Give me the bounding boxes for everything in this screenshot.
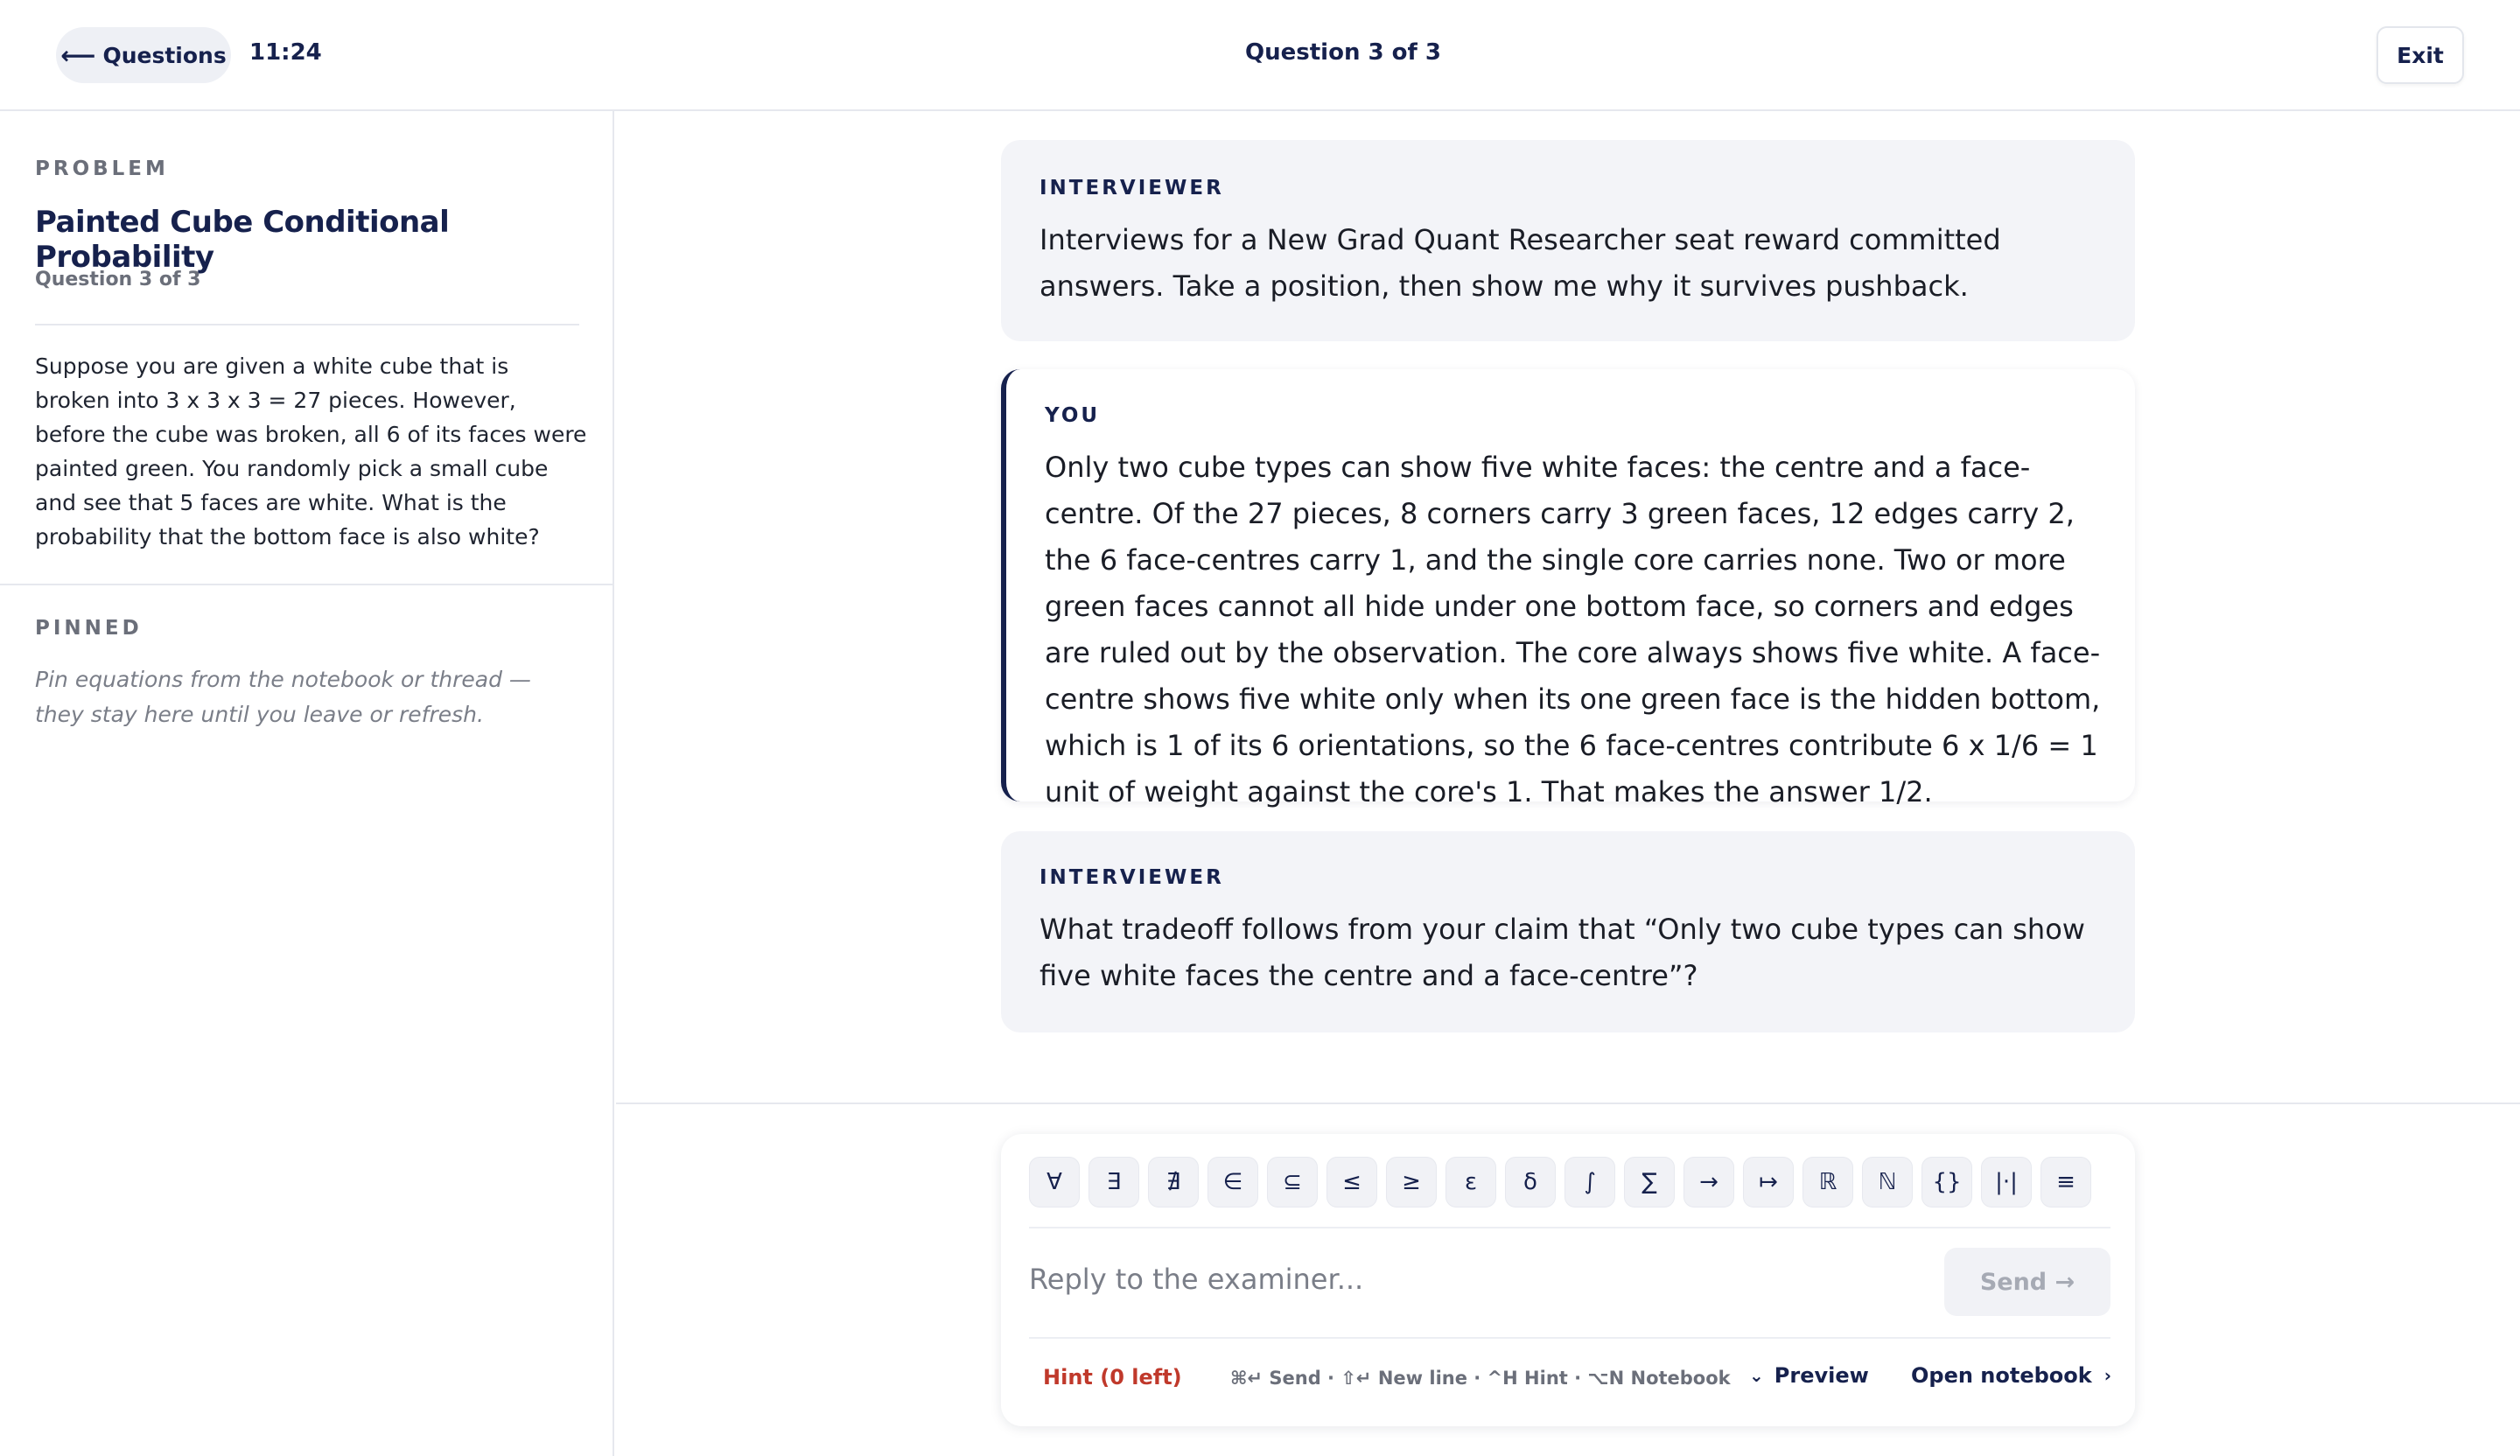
symbol-arrow-button[interactable]: → bbox=[1684, 1157, 1734, 1208]
math-symbol-toolbar bbox=[1029, 1157, 2110, 1209]
message-author: INTERVIEWER bbox=[1040, 866, 1224, 889]
open-notebook-button[interactable] bbox=[1911, 1363, 2111, 1388]
message-text: What tradeoff follows from your claim that “Only two cube types can show five white faces the centre and a face-centre”? bbox=[1040, 913, 2085, 992]
message-interviewer bbox=[1001, 831, 2135, 1032]
symbol-not-exists-button[interactable]: ∄ bbox=[1148, 1157, 1199, 1208]
message-text: Interviews for a New Grad Quant Researcher seat reward committed answers. Take a position, then show me why it survives pushback. bbox=[1040, 223, 2001, 303]
keyboard-shortcuts: ⌘↵ Send · ⇧↵ New line · ^H Hint · ⌥N Notebook bbox=[1230, 1368, 1731, 1389]
symbol-integral-button[interactable]: ∫ bbox=[1564, 1157, 1615, 1208]
symbol-exists-button[interactable]: ∃ bbox=[1088, 1157, 1139, 1208]
symbol-sum-button[interactable]: ∑ bbox=[1624, 1157, 1675, 1208]
question-counter: Question 3 of 3 bbox=[1245, 39, 1441, 66]
message-text: Only two cube types can show five white faces: the centre and a face-centre. Of the 27 pieces, 8 corners carry 3 green faces, 12 edges carry 2, the 6 face-centres carry 1, and the single core carries none. Two or more green faces cannot all hide under one bottom face, so corners and edges are ruled out by the observation. The core always shows five white. A face-centre shows five white only when its one green face is the hidden bottom, which is 1 of its 6 orientations, so the 6 face-centres contribute 6 x 1/6 = 1 unit of weight against the core's 1. That makes the answer 1/2. bbox=[1045, 451, 2101, 808]
symbol-element-of-button[interactable]: ∈ bbox=[1208, 1157, 1258, 1208]
divider bbox=[0, 584, 614, 585]
divider bbox=[1029, 1227, 2110, 1228]
problem-section-label: PROBLEM bbox=[35, 158, 169, 180]
symbol-braces-button[interactable]: {} bbox=[1922, 1157, 1972, 1208]
problem-title: Painted Cube Conditional Probability bbox=[35, 205, 450, 275]
top-bar bbox=[0, 0, 2520, 111]
timer: 11:24 bbox=[249, 39, 322, 66]
message-author: YOU bbox=[1045, 404, 1101, 427]
notebook-label: Open notebook bbox=[1911, 1363, 2092, 1388]
message-author: INTERVIEWER bbox=[1040, 177, 1224, 200]
reply-composer bbox=[1001, 1134, 2135, 1426]
preview-toggle[interactable] bbox=[1749, 1363, 1869, 1388]
exit-button[interactable]: Exit bbox=[2376, 26, 2464, 84]
symbol-subset-button[interactable]: ⊆ bbox=[1267, 1157, 1318, 1208]
send-button[interactable]: Send → bbox=[1944, 1248, 2110, 1316]
message-interviewer bbox=[1001, 140, 2135, 341]
pinned-section-label: PINNED bbox=[35, 617, 143, 640]
chevron-down-icon: ⌄ bbox=[1749, 1365, 1764, 1386]
symbol-abs-button[interactable]: |·| bbox=[1981, 1157, 2032, 1208]
preview-label: Preview bbox=[1774, 1363, 1869, 1388]
back-to-questions-button[interactable] bbox=[56, 27, 231, 83]
symbol-leq-button[interactable]: ≤ bbox=[1326, 1157, 1377, 1208]
divider bbox=[35, 324, 579, 326]
symbol-forall-button[interactable]: ∀ bbox=[1029, 1157, 1080, 1208]
divider bbox=[616, 1102, 2520, 1104]
arrow-left-icon: ⟵ bbox=[60, 40, 96, 70]
pinned-empty-hint: Pin equations from the notebook or thread — they stay here until you leave or refresh. bbox=[35, 667, 531, 727]
symbol-reals-button[interactable]: ℝ bbox=[1802, 1157, 1853, 1208]
reply-input[interactable] bbox=[1029, 1246, 1939, 1312]
symbol-epsilon-button[interactable]: ε bbox=[1446, 1157, 1496, 1208]
problem-statement: Suppose you are given a white cube that is broken into 3 x 3 x 3 = 27 pieces. However, before the cube was broken, all 6 of its faces were painted green. You randomly pick a small cube and see that 5 faces are white. What is the probability that the bottom face is also white? bbox=[35, 354, 587, 550]
symbol-delta-button[interactable]: δ bbox=[1505, 1157, 1556, 1208]
problem-subtitle: Question 3 of 3 bbox=[35, 269, 201, 290]
message-you bbox=[1001, 369, 2135, 808]
symbol-naturals-button[interactable]: ℕ bbox=[1862, 1157, 1913, 1208]
symbol-mapsto-button[interactable]: ↦ bbox=[1743, 1157, 1794, 1208]
back-button-label: Questions bbox=[102, 42, 227, 68]
problem-sidebar bbox=[0, 111, 614, 1456]
divider bbox=[1029, 1337, 2110, 1339]
symbol-equiv-button[interactable]: ≡ bbox=[2040, 1157, 2091, 1208]
hint-button[interactable]: Hint (0 left) bbox=[1043, 1365, 1182, 1390]
symbol-geq-button[interactable]: ≥ bbox=[1386, 1157, 1437, 1208]
chevron-right-icon: › bbox=[2104, 1365, 2111, 1386]
